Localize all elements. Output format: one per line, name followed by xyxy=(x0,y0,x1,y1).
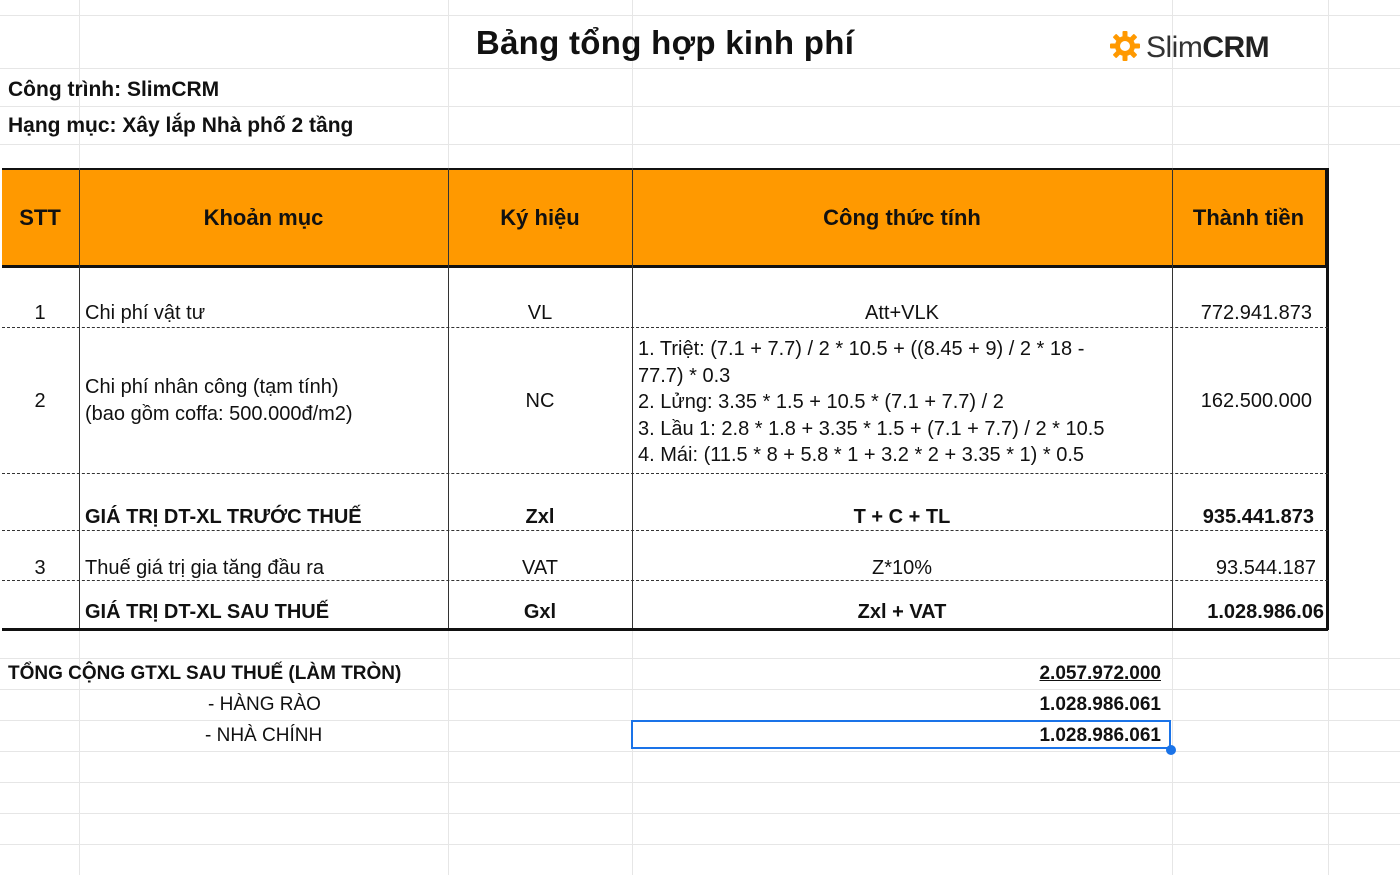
row-amount[interactable]: 1.028.986.06 xyxy=(1207,601,1324,623)
column-header-formula[interactable]: Công thức tính xyxy=(823,204,981,230)
slimcrm-logo xyxy=(1108,28,1269,68)
row-formula[interactable]: Z*10% xyxy=(871,557,933,579)
grid-row-line xyxy=(0,658,1400,659)
table-bottom-border xyxy=(2,628,1328,631)
formula-line: 1. Triệt: (7.1 + 7.7) / 2 * 10.5 + ((8.45 + 9) / 2 * 18 - xyxy=(638,338,1085,360)
row-divider xyxy=(2,473,1328,474)
row-item-line1[interactable]: Chi phí nhân công (tạm tính) xyxy=(85,376,339,398)
fence-value[interactable]: 1.028.986.061 xyxy=(1039,694,1161,715)
row-formula[interactable]: T + C + TL xyxy=(853,506,951,528)
fence-label[interactable]: - HÀNG RÀO xyxy=(208,694,321,715)
grid-row-line xyxy=(0,844,1400,845)
row-stt[interactable]: 3 xyxy=(34,557,46,579)
row-code[interactable]: VL xyxy=(527,302,553,324)
logo-text xyxy=(1146,31,1269,65)
grand-total-label[interactable]: TỔNG CỘNG GTXL SAU THUẾ (LÀM TRÒN) xyxy=(8,663,402,684)
row-amount[interactable]: 935.441.873 xyxy=(1202,506,1314,528)
row-divider xyxy=(2,530,1328,531)
project-label[interactable]: Công trình: SlimCRM xyxy=(8,78,220,101)
row-formula[interactable] xyxy=(638,336,1168,469)
grid-row-line xyxy=(0,751,1400,752)
main-house-label[interactable]: - NHÀ CHÍNH xyxy=(205,725,323,746)
row-amount[interactable]: 162.500.000 xyxy=(1200,390,1312,412)
logo-text-bold: CRM xyxy=(1202,31,1270,64)
row-code[interactable]: Gxl xyxy=(523,601,557,623)
row-formula[interactable]: Zxl + VAT xyxy=(857,601,947,623)
row-divider xyxy=(2,327,1328,328)
table-header-row xyxy=(2,168,1328,268)
row-item-line2[interactable]: (bao gồm coffa: 500.000đ/m2) xyxy=(85,403,353,425)
grid-row-line xyxy=(0,782,1400,783)
formula-line: 4. Mái: (11.5 * 8 + 5.8 * 1 + 3.2 * 2 + 3.35 * 1) * 0.5 xyxy=(638,444,1085,466)
row-item[interactable]: Thuế giá trị gia tăng đầu ra xyxy=(85,557,325,579)
logo-text-light: Slim xyxy=(1146,31,1203,64)
column-header-item[interactable]: Khoản mục xyxy=(203,204,324,230)
formula-line: 3. Lầu 1: 2.8 * 1.8 + 3.35 * 1.5 + (7.1 + 7.7) / 2 * 10.5 xyxy=(638,417,1105,440)
row-stt[interactable]: 1 xyxy=(34,302,46,324)
grid-row-line xyxy=(0,15,1400,16)
formula-line: 2. Lửng: 3.35 * 1.5 + 10.5 * (7.1 + 7.7) / 2 xyxy=(638,391,1004,413)
fill-handle[interactable] xyxy=(1166,745,1176,755)
row-item[interactable]: GIÁ TRỊ DT-XL TRƯỚC THUẾ xyxy=(85,506,362,528)
grid-row-line xyxy=(0,68,1400,69)
column-header-amount[interactable]: Thành tiền xyxy=(1192,204,1305,230)
row-item[interactable]: Chi phí vật tư xyxy=(85,302,206,324)
row-code[interactable]: Zxl xyxy=(525,506,555,528)
grid-row-line xyxy=(0,689,1400,690)
grand-total-value[interactable]: 2.057.972.000 xyxy=(1039,663,1161,684)
column-header-code[interactable]: Ký hiệu xyxy=(500,204,580,230)
column-header-stt[interactable]: STT xyxy=(19,204,61,230)
row-stt[interactable]: 2 xyxy=(34,390,46,412)
grid-row-line xyxy=(0,144,1400,145)
gear-icon xyxy=(1108,29,1142,68)
row-code[interactable]: VAT xyxy=(522,557,558,579)
grid-row-line xyxy=(0,106,1400,107)
table-right-border xyxy=(1326,168,1329,630)
grid-row-line xyxy=(0,813,1400,814)
sheet-title[interactable]: Bảng tổng hợp kinh phí xyxy=(475,24,855,61)
column-divider xyxy=(79,168,80,630)
row-formula[interactable]: Att+VLK xyxy=(865,302,939,324)
main-house-value[interactable]: 1.028.986.061 xyxy=(1039,725,1161,746)
row-code[interactable]: NC xyxy=(525,390,555,412)
row-item[interactable]: GIÁ TRỊ DT-XL SAU THUẾ xyxy=(85,601,330,623)
row-amount[interactable]: 93.544.187 xyxy=(1215,557,1316,579)
work-item-label[interactable]: Hạng mục: Xây lắp Nhà phố 2 tầng xyxy=(8,114,354,137)
formula-line: 77.7) * 0.3 xyxy=(638,364,731,387)
row-amount[interactable]: 772.941.873 xyxy=(1200,302,1312,324)
row-divider xyxy=(2,580,1328,581)
